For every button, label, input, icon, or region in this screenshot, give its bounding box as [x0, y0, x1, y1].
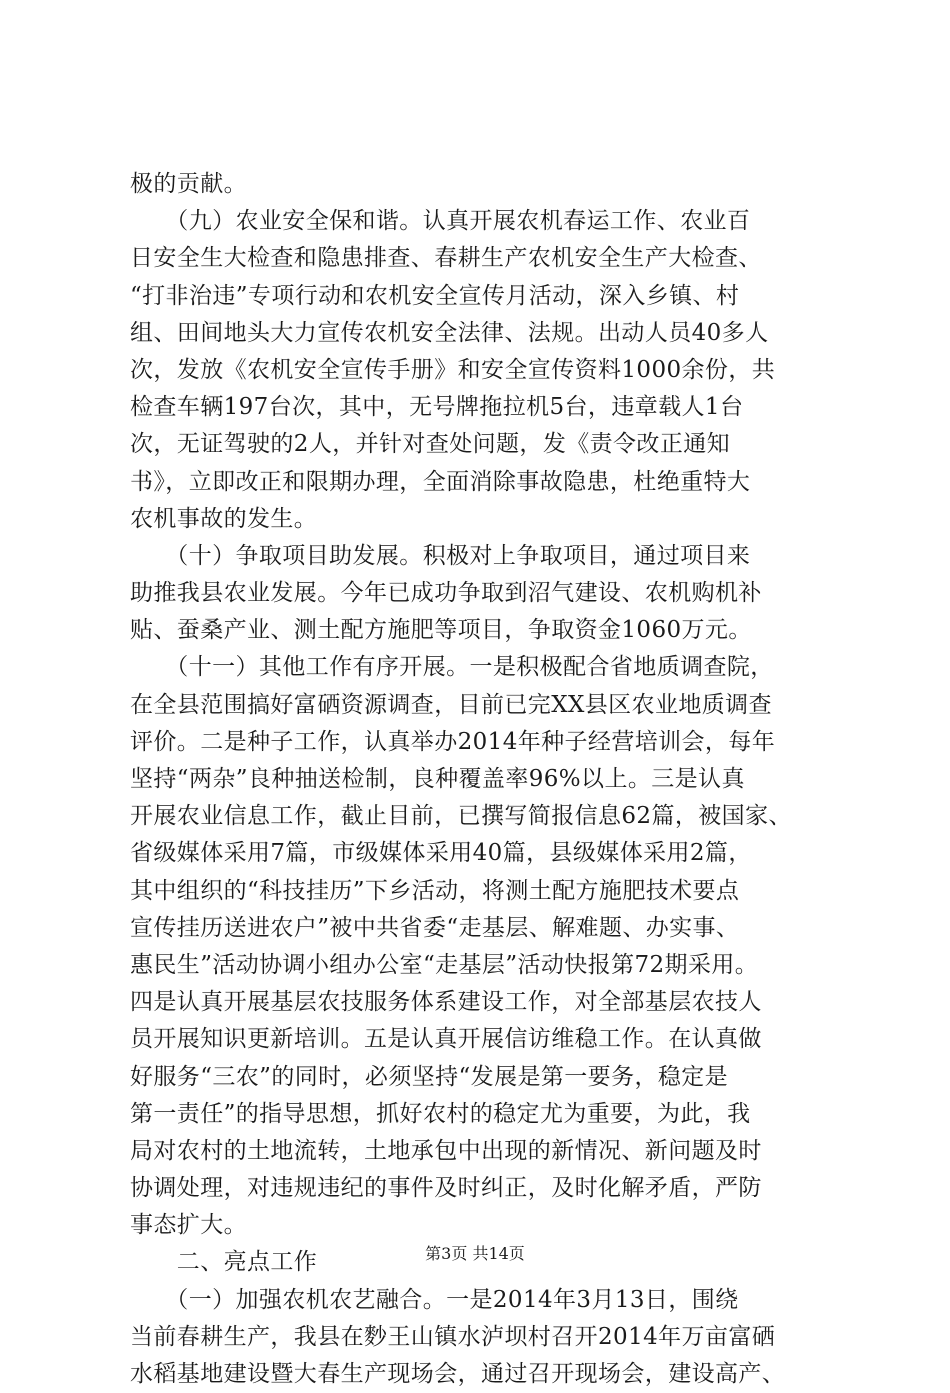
text-line: 次，发放《农机安全宣传手册》和安全宣传资料1000余份，共: [130, 356, 776, 383]
page-footer: 第3页 共14页: [425, 1244, 525, 1263]
text-line: 宣传挂历送进农户”被中共省委“走基层、解难题、办实事、: [130, 914, 740, 941]
text-line: 评价。二是种子工作，认真举办2014年种子经营培训会，每年: [130, 728, 776, 755]
text-line: 事态扩大。: [130, 1212, 247, 1239]
text-line: 二、亮点工作: [130, 1249, 318, 1276]
text-line: 水稻基地建设暨大春生产现场会，通过召开现场会，建设高产、: [130, 1361, 786, 1387]
text-line: 协调处理，对违规违纪的事件及时纠正，及时化解矛盾，严防: [130, 1175, 762, 1202]
text-line: 惠民生”活动协调小组办公室“走基层”活动快报第72期采用。: [130, 951, 759, 978]
text-line: （十一）其他工作有序开展。一是积极配合省地质调查院，: [130, 654, 774, 681]
text-line: （十）争取项目助发展。积极对上争取项目，通过项目来: [130, 542, 751, 569]
text-line: “打非治违”专项行动和农机安全宣传月活动，深入乡镇、村: [130, 282, 740, 309]
text-line: 第一责任”的指导思想，抓好农村的稳定尤为重要，为此，我: [130, 1100, 751, 1127]
text-line: 助推我县农业发展。今年已成功争取到沼气建设、农机购机补: [130, 580, 762, 607]
text-line: 次，无证驾驶的2人，并针对查处问题，发《责令改正通知: [130, 431, 731, 458]
text-line: 省级媒体采用7篇，市级媒体采用40篇，县级媒体采用2篇，: [130, 840, 752, 867]
text-line: 其中组织的“科技挂历”下乡活动，将测土配方施肥技术要点: [130, 877, 740, 904]
text-line: 四是认真开展基层农技服务体系建设工作，对全部基层农技人: [130, 989, 762, 1016]
text-line: 检查车辆197台次，其中，无号牌拖拉机5台，违章载人1台: [130, 394, 744, 421]
text-line: 极的贡献。: [130, 171, 247, 197]
document-body: [130, 166, 830, 1393]
text-line: （九）农业安全保和谐。认真开展农机春运工作、农业百: [130, 208, 751, 235]
text-line: 局对农村的土地流转，土地承包中出现的新情况、新问题及时: [130, 1137, 762, 1164]
text-line: 书》，立即改正和限期办理，全面消除事故隐患，杜绝重特大: [130, 468, 751, 495]
text-line: （一）加强农机农艺融合。一是2014年3月13日，围绕: [130, 1286, 739, 1313]
text-line: 贴、蚕桑产业、测土配方施肥等项目，争取资金1060万元。: [130, 617, 752, 644]
text-line: 好服务“三农”的同时，必须坚持“发展是第一要务，稳定是: [130, 1063, 729, 1090]
text-line: 在全县范围搞好富硒资源调查，目前已完XX县区农业地质调查: [130, 691, 772, 718]
text-line: 日安全生大检查和隐患排查、春耕生产农机安全生产大检查、: [130, 245, 762, 272]
text-line: 组、田间地头大力宣传农机安全法律、法规。出动人员40多人: [130, 319, 769, 346]
text-line: 农机事故的发生。: [130, 505, 318, 532]
text-line: 当前春耕生产，我县在麨王山镇水泸坝村召开2014年万亩富硒: [130, 1323, 776, 1350]
text-line: 坚持“两杂”良种抽送检制，良种覆盖率96%以上。三是认真: [130, 766, 745, 792]
text-line: 开展农业信息工作，截止目前，已撰写简报信息62篇，被国家、: [130, 803, 792, 830]
text-line: 员开展知识更新培训。五是认真开展信访维稳工作。在认真做: [130, 1026, 762, 1053]
